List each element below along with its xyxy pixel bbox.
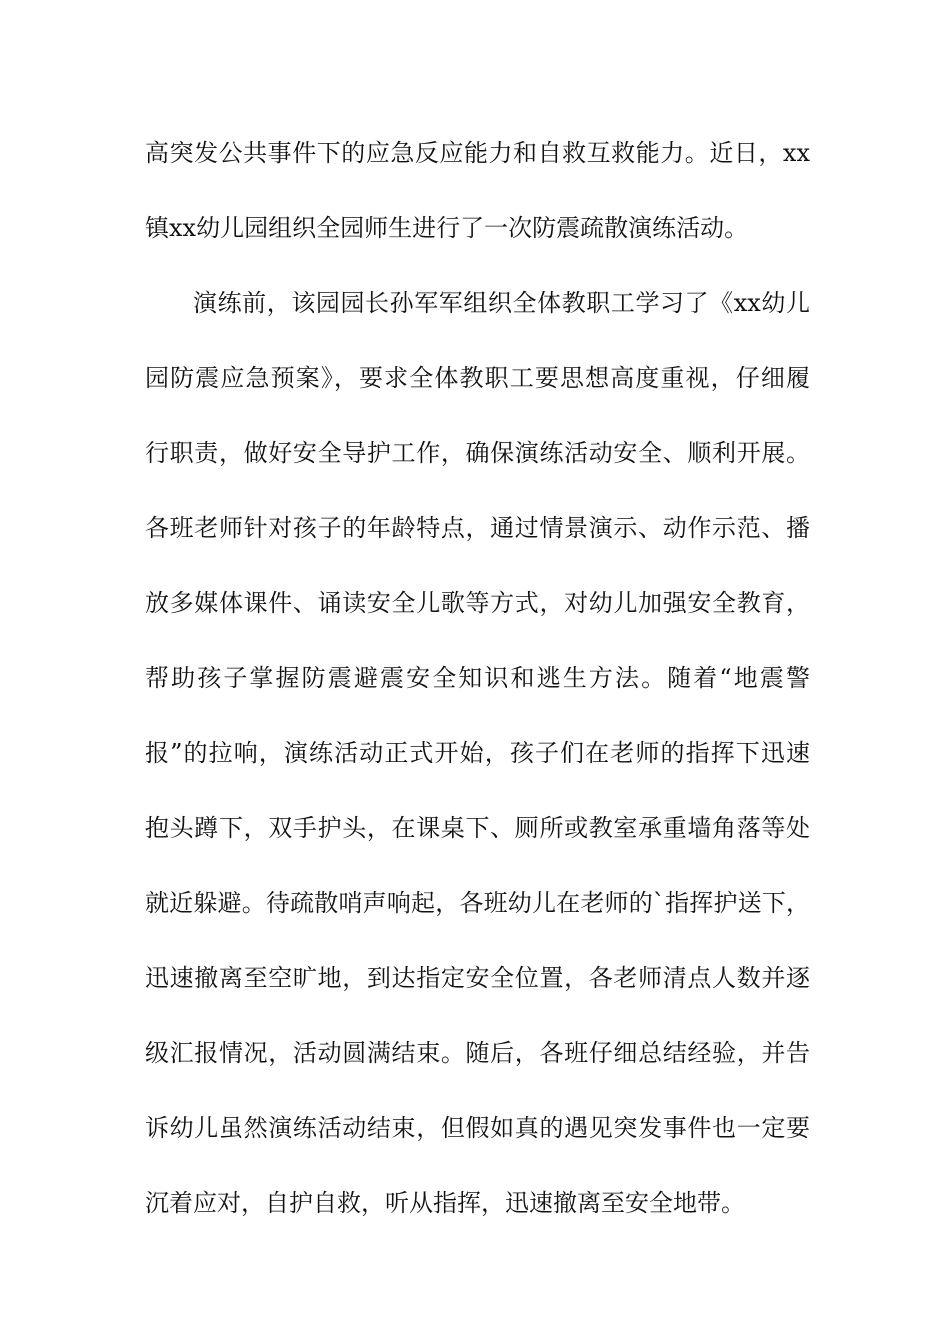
paragraph-2-line-12: 诉幼儿虽然演练活动结束，但假如真的遇见突发事件也一定要 [145,1114,810,1142]
paragraph-2-line-1: 演练前，该园园长孙军军组织全体教职工学习了《xx幼儿 [193,289,810,317]
paragraph-1-line-2: 镇xx幼儿园组织全园师生进行了一次防震疏散演练活动。 [145,214,749,242]
paragraph-2-line-10: 迅速撤离至空旷地，到达指定安全位置，各老师清点人数并逐 [145,964,810,992]
paragraph-2-line-6: 帮助孩子掌握防震避震安全知识和逃生方法。随着“地震警 [145,664,810,692]
paragraph-2-line-2: 园防震应急预案》，要求全体教职工要思想高度重视，仔细履 [145,364,810,392]
paragraph-2-line-4: 各班老师针对孩子的年龄特点，通过情景演示、动作示范、播 [145,514,810,542]
paragraph-2-line-8: 抱头蹲下，双手护头，在课桌下、厕所或教室承重墙角落等处 [145,814,810,842]
paragraph-2-line-13: 沉着应对，自护自救，听从指挥，迅速撤离至安全地带。 [145,1189,745,1217]
paragraph-2-line-5: 放多媒体课件、诵读安全儿歌等方式，对幼儿加强安全教育， [145,589,810,617]
paragraph-2-line-3: 行职责，做好安全导护工作，确保演练活动安全、顺利开展。 [145,439,810,467]
paragraph-2-line-11: 级汇报情况，活动圆满结束。随后，各班仔细总结经验，并告 [145,1039,810,1067]
paragraph-2-line-7: 报”的拉响，演练活动正式开始，孩子们在老师的指挥下迅速 [145,739,810,767]
paragraph-1-line-1: 高突发公共事件下的应急反应能力和自救互救能力。近日，xx [145,139,810,167]
paragraph-2-line-9: 就近躲避。待疏散哨声响起，各班幼儿在老师的`指挥护送下， [145,889,810,917]
